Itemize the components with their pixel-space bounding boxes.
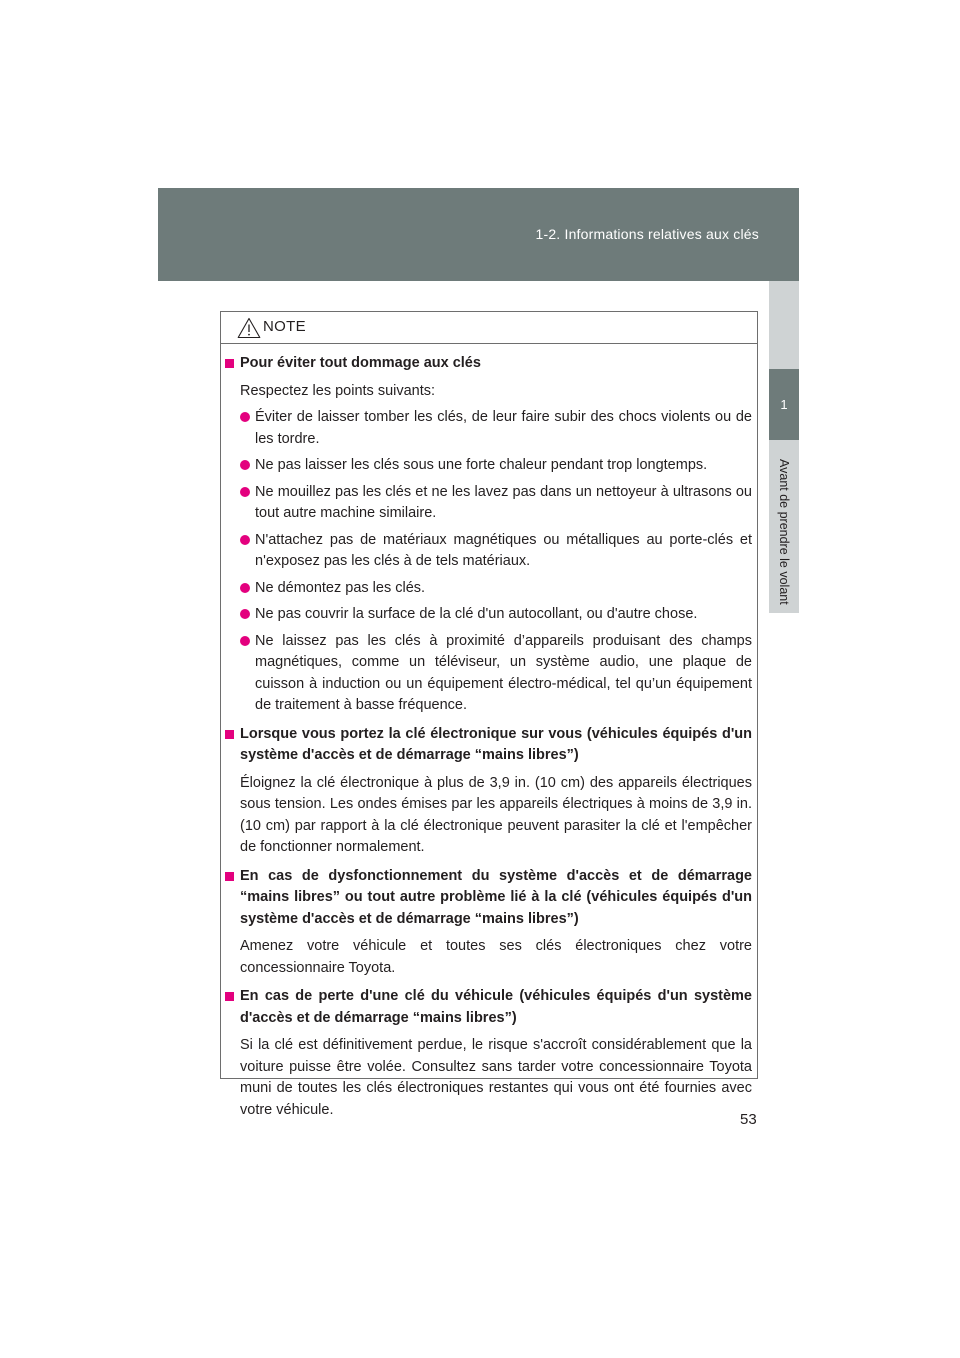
note-box xyxy=(220,311,758,1118)
section-text: Amenez votre véhicule et toutes ses clés électroniques chez votre concessionnaire Toyota. xyxy=(240,938,752,976)
section-intro: Respectez les points suivants: xyxy=(240,382,436,399)
page-number: 53 xyxy=(740,1111,757,1128)
list-item-text: Ne laissez pas les clés à proximité d’appareils produisant des champs magnétiques, comme un téléviseur, un système audio, une plaque de cuisson à induction ou un équipement électro-médical, tel qu’un équipement de traitement à basse fréquence. xyxy=(255,632,752,713)
round-bullet-icon xyxy=(240,636,250,646)
list-item-text: N'attachez pas de matériaux magnétiques ou métalliques au porte-clés et n'exposez pas les clés à de tels matériaux. xyxy=(255,531,752,569)
list-item xyxy=(225,578,752,600)
square-bullet-icon xyxy=(225,730,234,739)
list-item-text: Ne mouillez pas les clés et ne les lavez pas dans un nettoyeur à ultrasons ou tout autre machine similaire. xyxy=(255,483,752,521)
section-heading xyxy=(225,986,752,1029)
chapter-number: 1 xyxy=(769,369,799,440)
round-bullet-icon xyxy=(240,487,250,497)
note-section-malfunction xyxy=(225,866,752,980)
note-header xyxy=(221,312,757,344)
header-band xyxy=(158,188,799,281)
section-heading-text: En cas de perte d'une clé du véhicule (véhicules équipés d'un système d'accès et de démarrage “mains libres”) xyxy=(240,988,752,1026)
list-item-text: Ne démontez pas les clés. xyxy=(255,579,426,596)
warning-triangle-icon xyxy=(237,317,261,339)
note-title: NOTE xyxy=(263,318,306,335)
list-item-text: Ne pas couvrir la surface de la clé d'un autocollant, ou d'autre chose. xyxy=(255,606,698,622)
bullet-list xyxy=(225,407,752,717)
list-item xyxy=(225,604,752,626)
section-heading-text: Lorsque vous portez la clé électronique sur vous (véhicules équipés d'un système d'accès et de démarrage “mains libres”) xyxy=(240,725,752,763)
chapter-label-wrap xyxy=(769,451,799,613)
section-title: 1-2. Informations relatives aux clés xyxy=(535,226,759,242)
chapter-label: Avant de prendre le volant xyxy=(777,459,791,605)
square-bullet-icon xyxy=(225,992,234,1001)
section-text: Si la clé est définitivement perdue, le risque s'accroît considérablement que la voiture puisse être volée. Consultez sans tarder votre concessionnaire Toyota muni de toutes les clés électroniques restantes qui vous ont été fournies avec votre véhicule. xyxy=(240,1037,752,1118)
section-heading xyxy=(225,866,752,931)
round-bullet-icon xyxy=(240,412,250,422)
list-item-text: Éviter de laisser tomber les clés, de leur faire subir des chocs violents ou de les tordre. xyxy=(255,409,752,447)
list-item xyxy=(225,407,752,450)
square-bullet-icon xyxy=(225,359,234,368)
note-section-key-damage xyxy=(225,353,752,717)
list-item-text: Ne pas laisser les clés sous une forte chaleur pendant trop longtemps. xyxy=(255,457,708,473)
square-bullet-icon xyxy=(225,872,234,881)
section-heading xyxy=(225,353,752,375)
list-item xyxy=(225,631,752,717)
chapter-side-tab xyxy=(769,281,799,613)
list-item xyxy=(225,530,752,573)
note-section-carrying-key xyxy=(225,724,752,859)
note-section-lost-key xyxy=(225,986,752,1121)
round-bullet-icon xyxy=(240,460,250,470)
round-bullet-icon xyxy=(240,609,250,619)
list-item xyxy=(225,482,752,525)
list-item xyxy=(225,455,752,477)
section-heading xyxy=(225,724,752,767)
round-bullet-icon xyxy=(240,583,250,593)
round-bullet-icon xyxy=(240,535,250,545)
section-heading-text: En cas de dysfonctionnement du système d'accès et de démarrage “mains libres” ou tout autre problème lié à la clé (véhicules équipés d'un système d'accès et de démarrage “mains libres”) xyxy=(240,867,752,927)
section-heading-text: Pour éviter tout dommage aux clés xyxy=(240,355,481,371)
section-text: Éloignez la clé électronique à plus de 3,9 in. (10 cm) des appareils électriques sous tension. Les ondes émises par les appareils électriques à moins de 3,9 in. (10 cm) par rapport à la clé électronique peuvent parasiter la clé et l'empêcher de fonctionner normalement. xyxy=(240,774,752,855)
note-body xyxy=(221,344,757,1121)
